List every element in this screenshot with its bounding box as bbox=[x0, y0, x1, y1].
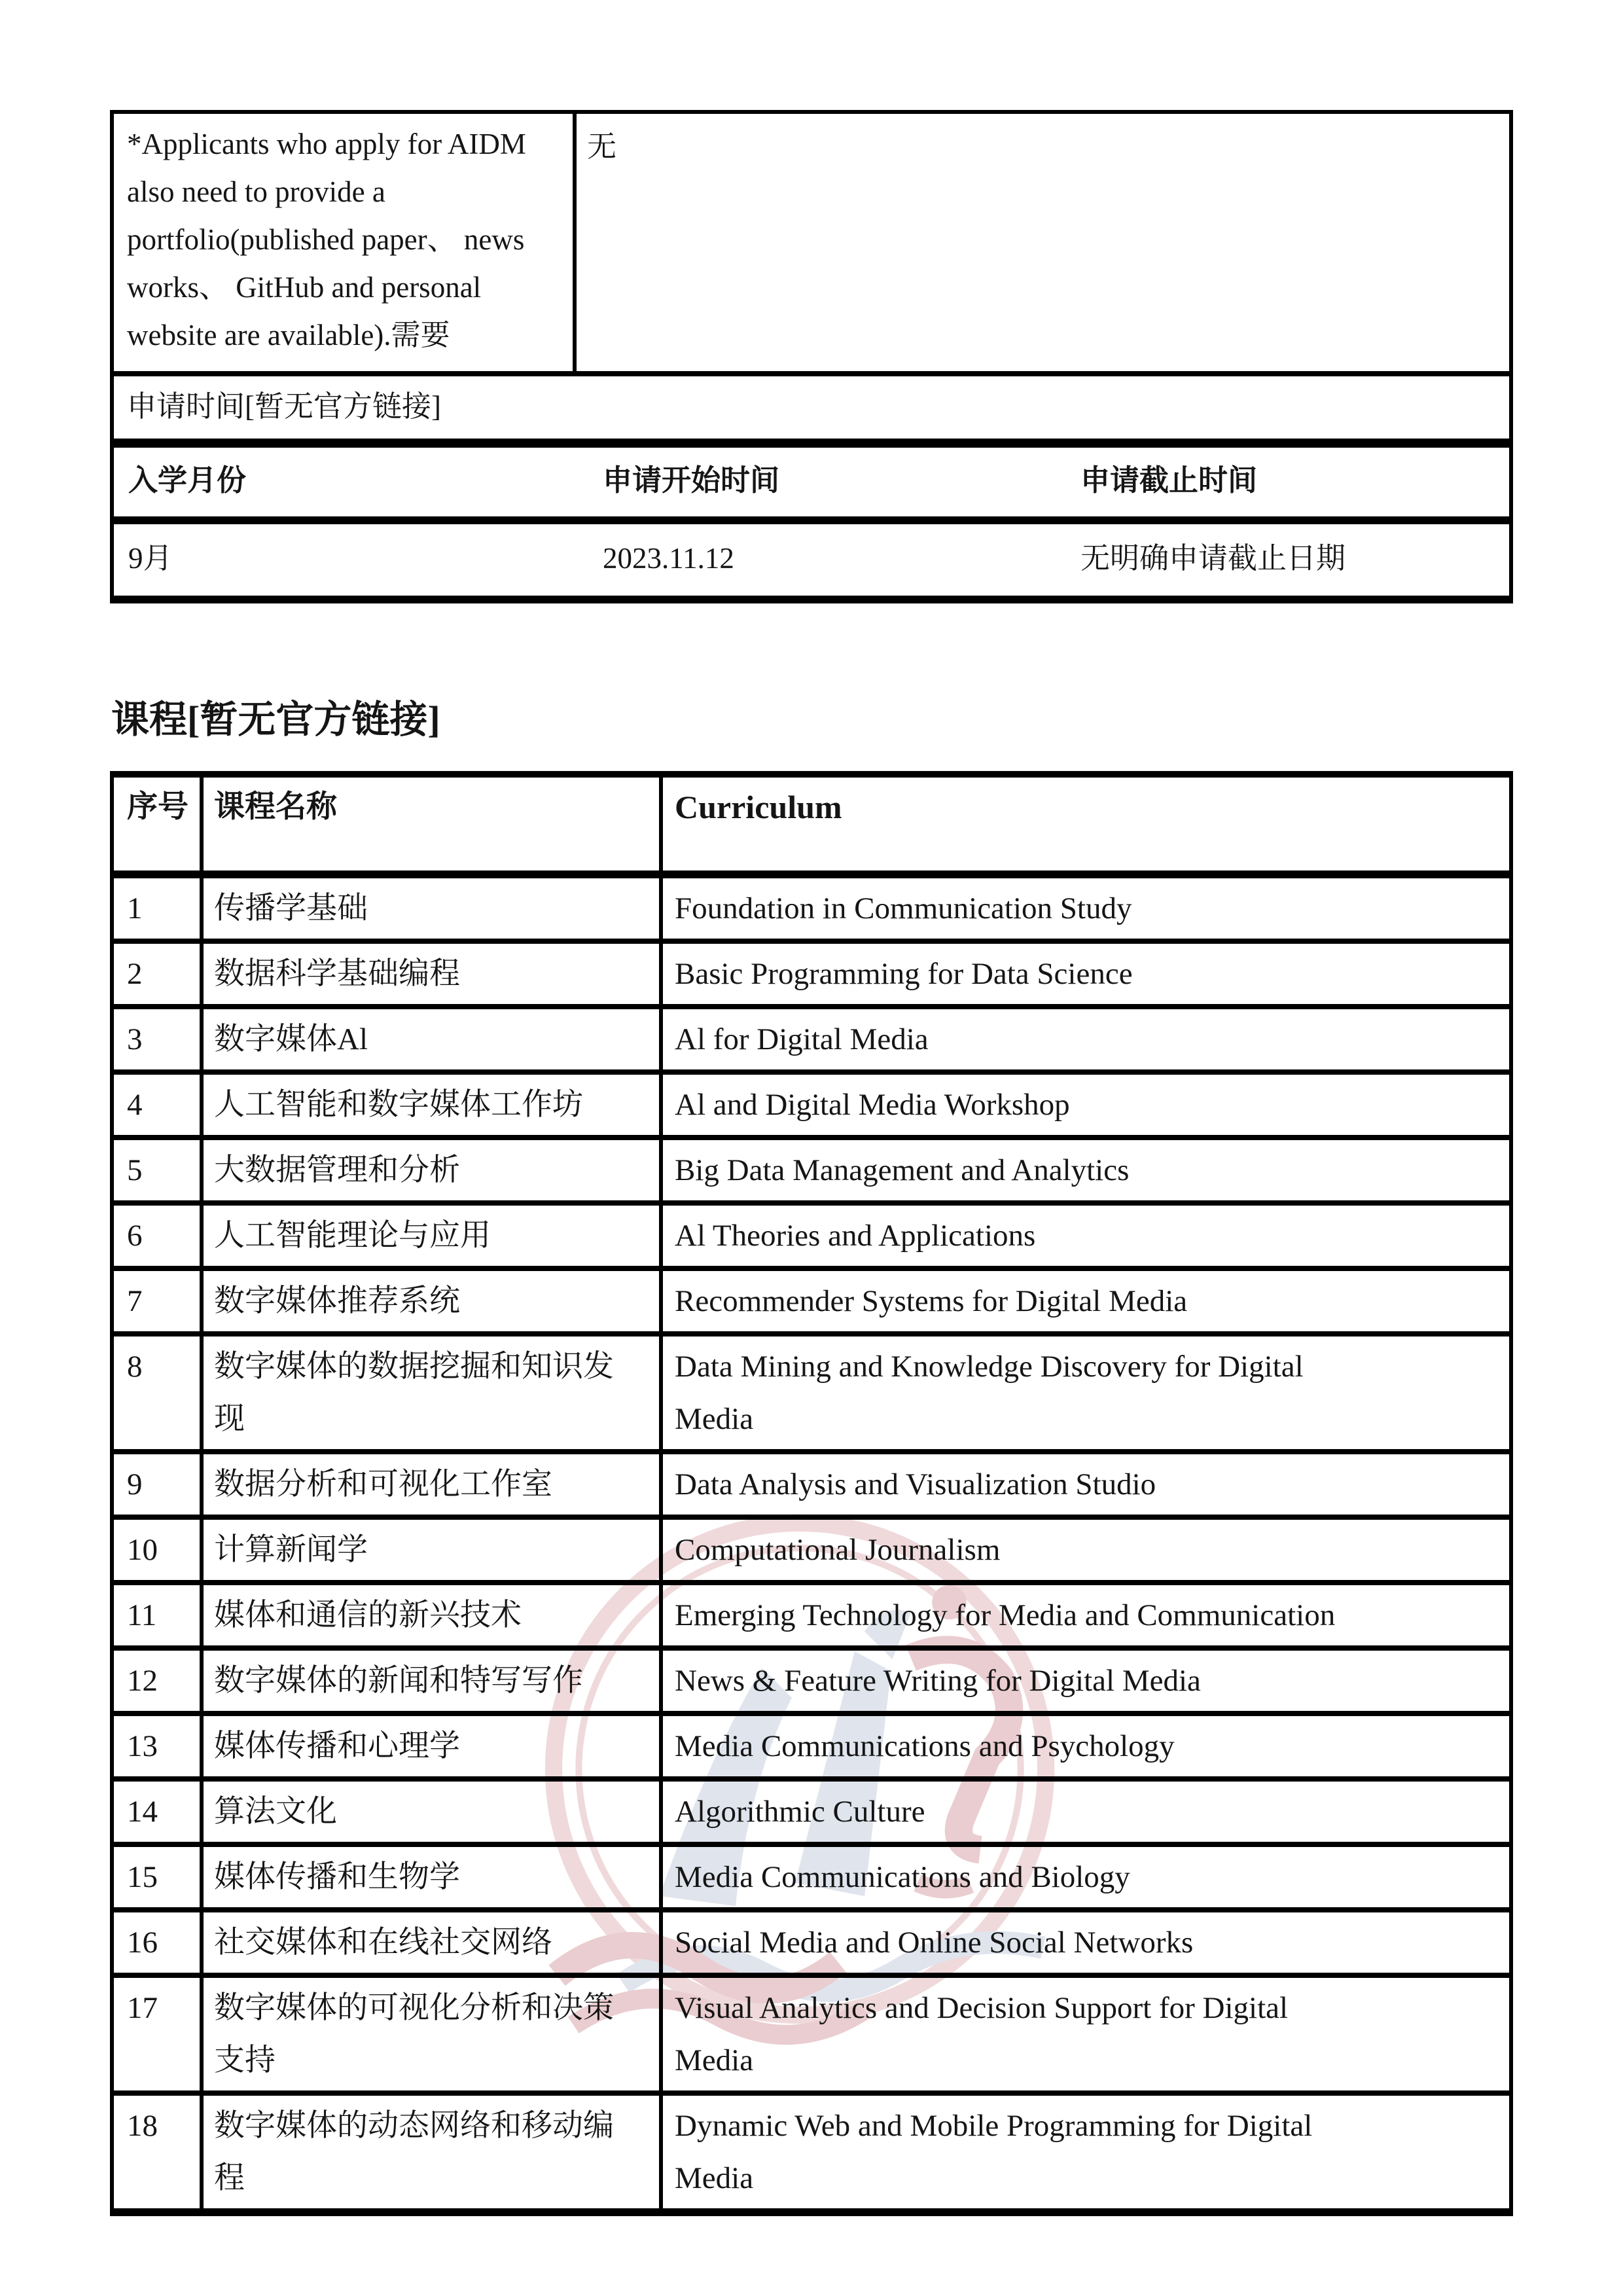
curriculum-row bbox=[114, 1585, 1509, 1651]
curriculum-table bbox=[110, 771, 1513, 2216]
schedule-deadline: 无明确申请截止日期 bbox=[1080, 542, 1346, 575]
course-number: 8 bbox=[114, 1336, 204, 1449]
course-name-en: Emerging Technology for Media and Communication bbox=[675, 1598, 1336, 1632]
course-name-en: Algorithmic Culture bbox=[675, 1795, 925, 1829]
course-name-en: Al for Digital Media bbox=[675, 1022, 929, 1056]
curriculum-row bbox=[114, 1847, 1509, 1912]
course-name-zh: 数字媒体的数据挖掘和知识发现 bbox=[204, 1336, 663, 1449]
course-name-en: Media Communications and Biology bbox=[675, 1860, 1130, 1894]
course-number: 11 bbox=[114, 1585, 204, 1645]
course-number: 18 bbox=[114, 2096, 204, 2208]
course-number: 3 bbox=[114, 1009, 204, 1069]
course-name-zh: 数字媒体的新闻和特写写作 bbox=[204, 1651, 663, 1711]
course-number: 13 bbox=[114, 1716, 204, 1776]
schedule-header-deadline: 申请截止时间 bbox=[1080, 464, 1258, 497]
course-number: 7 bbox=[114, 1271, 204, 1331]
course-number: 4 bbox=[114, 1075, 204, 1135]
curriculum-row bbox=[114, 944, 1509, 1009]
course-number: 16 bbox=[114, 1912, 204, 1973]
course-name-en: News & Feature Writing for Digital Media bbox=[675, 1664, 1201, 1698]
course-name-en: Social Media and Online Social Networks bbox=[675, 1926, 1194, 1960]
course-name-zh: 数据科学基础编程 bbox=[204, 944, 663, 1004]
course-name-en: Basic Programming for Data Science bbox=[675, 957, 1133, 991]
course-name-zh: 媒体和通信的新兴技术 bbox=[204, 1585, 663, 1645]
curriculum-row bbox=[114, 1271, 1509, 1336]
course-name-zh: 计算新闻学 bbox=[204, 1520, 663, 1580]
curriculum-row bbox=[114, 1716, 1509, 1782]
schedule-data-row bbox=[114, 524, 1509, 596]
course-name-zh: 传播学基础 bbox=[204, 878, 663, 939]
schedule-header-start-date: 申请开始时间 bbox=[603, 464, 780, 497]
curriculum-row bbox=[114, 1009, 1509, 1075]
curriculum-header-row bbox=[114, 778, 1509, 878]
course-name-en: Visual Analytics and Decision Support for Digital Media bbox=[675, 1991, 1289, 2077]
curriculum-header-course-en: Curriculum bbox=[675, 789, 842, 825]
curriculum-row bbox=[114, 1782, 1509, 1847]
course-name-zh: 算法文化 bbox=[204, 1782, 663, 1842]
course-number: 1 bbox=[114, 878, 204, 939]
course-name-zh: 人工智能和数字媒体工作坊 bbox=[204, 1075, 663, 1135]
course-name-zh: 媒体传播和心理学 bbox=[204, 1716, 663, 1776]
course-name-en: Dynamic Web and Mobile Programming for Digital Media bbox=[675, 2109, 1313, 2195]
course-number: 12 bbox=[114, 1651, 204, 1711]
course-name-zh: 大数据管理和分析 bbox=[204, 1140, 663, 1200]
course-name-en: Recommender Systems for Digital Media bbox=[675, 1284, 1188, 1318]
course-name-en: Al Theories and Applications bbox=[675, 1219, 1036, 1253]
curriculum-row bbox=[114, 1454, 1509, 1520]
course-name-en: Data Analysis and Visualization Studio bbox=[675, 1467, 1156, 1501]
course-name-zh: 数字媒体Al bbox=[204, 1009, 663, 1069]
course-number: 2 bbox=[114, 944, 204, 1004]
curriculum-row bbox=[114, 1912, 1509, 1978]
curriculum-row bbox=[114, 1206, 1509, 1271]
course-name-en: Media Communications and Psychology bbox=[675, 1729, 1175, 1763]
course-name-zh: 数字媒体的动态网络和移动编程 bbox=[204, 2096, 663, 2208]
course-name-en: Big Data Management and Analytics bbox=[675, 1153, 1130, 1187]
course-name-zh: 媒体传播和生物学 bbox=[204, 1847, 663, 1907]
course-name-zh: 数字媒体的可视化分析和决策支持 bbox=[204, 1978, 663, 2090]
curriculum-row bbox=[114, 1140, 1509, 1206]
application-time-section-row: 申请时间[暂无官方链接] bbox=[114, 376, 1509, 448]
application-info-table bbox=[110, 110, 1513, 603]
course-name-en: Al and Digital Media Workshop bbox=[675, 1088, 1070, 1122]
course-number: 5 bbox=[114, 1140, 204, 1200]
course-number: 10 bbox=[114, 1520, 204, 1580]
course-name-en: Data Mining and Knowledge Discovery for Digital Media bbox=[675, 1350, 1304, 1436]
course-name-zh: 数字媒体推荐系统 bbox=[204, 1271, 663, 1331]
portfolio-note-cell: *Applicants who apply for AIDM also need to provide a portfolio(published paper、 news works、 GitHub and personal website are available).需要 bbox=[114, 114, 577, 371]
course-name-zh: 人工智能理论与应用 bbox=[204, 1206, 663, 1266]
curriculum-row bbox=[114, 1336, 1509, 1454]
schedule-start-date: 2023.11.12 bbox=[603, 542, 734, 575]
course-number: 14 bbox=[114, 1782, 204, 1842]
curriculum-row bbox=[114, 2096, 1509, 2208]
curriculum-row bbox=[114, 1520, 1509, 1585]
course-number: 17 bbox=[114, 1978, 204, 2090]
curriculum-row bbox=[114, 878, 1509, 944]
curriculum-header-no: 序号 bbox=[114, 778, 204, 870]
portfolio-note-value-cell: 无 bbox=[587, 130, 617, 163]
course-number: 6 bbox=[114, 1206, 204, 1266]
course-name-en: Computational Journalism bbox=[675, 1533, 1001, 1567]
curriculum-row bbox=[114, 1075, 1509, 1140]
portfolio-note-row bbox=[114, 114, 1509, 376]
schedule-enroll-month: 9月 bbox=[128, 542, 173, 575]
curriculum-row bbox=[114, 1978, 1509, 2096]
schedule-header-enroll-month: 入学月份 bbox=[128, 464, 247, 497]
course-number: 9 bbox=[114, 1454, 204, 1515]
curriculum-heading: 课程[暂无官方链接] bbox=[111, 698, 440, 741]
course-number: 15 bbox=[114, 1847, 204, 1907]
curriculum-header-course-zh: 课程名称 bbox=[204, 778, 663, 870]
course-name-zh: 数据分析和可视化工作室 bbox=[204, 1454, 663, 1515]
course-name-zh: 社交媒体和在线社交网络 bbox=[204, 1912, 663, 1973]
schedule-header-row bbox=[114, 448, 1509, 524]
course-name-en: Foundation in Communication Study bbox=[675, 891, 1132, 925]
curriculum-row bbox=[114, 1651, 1509, 1716]
